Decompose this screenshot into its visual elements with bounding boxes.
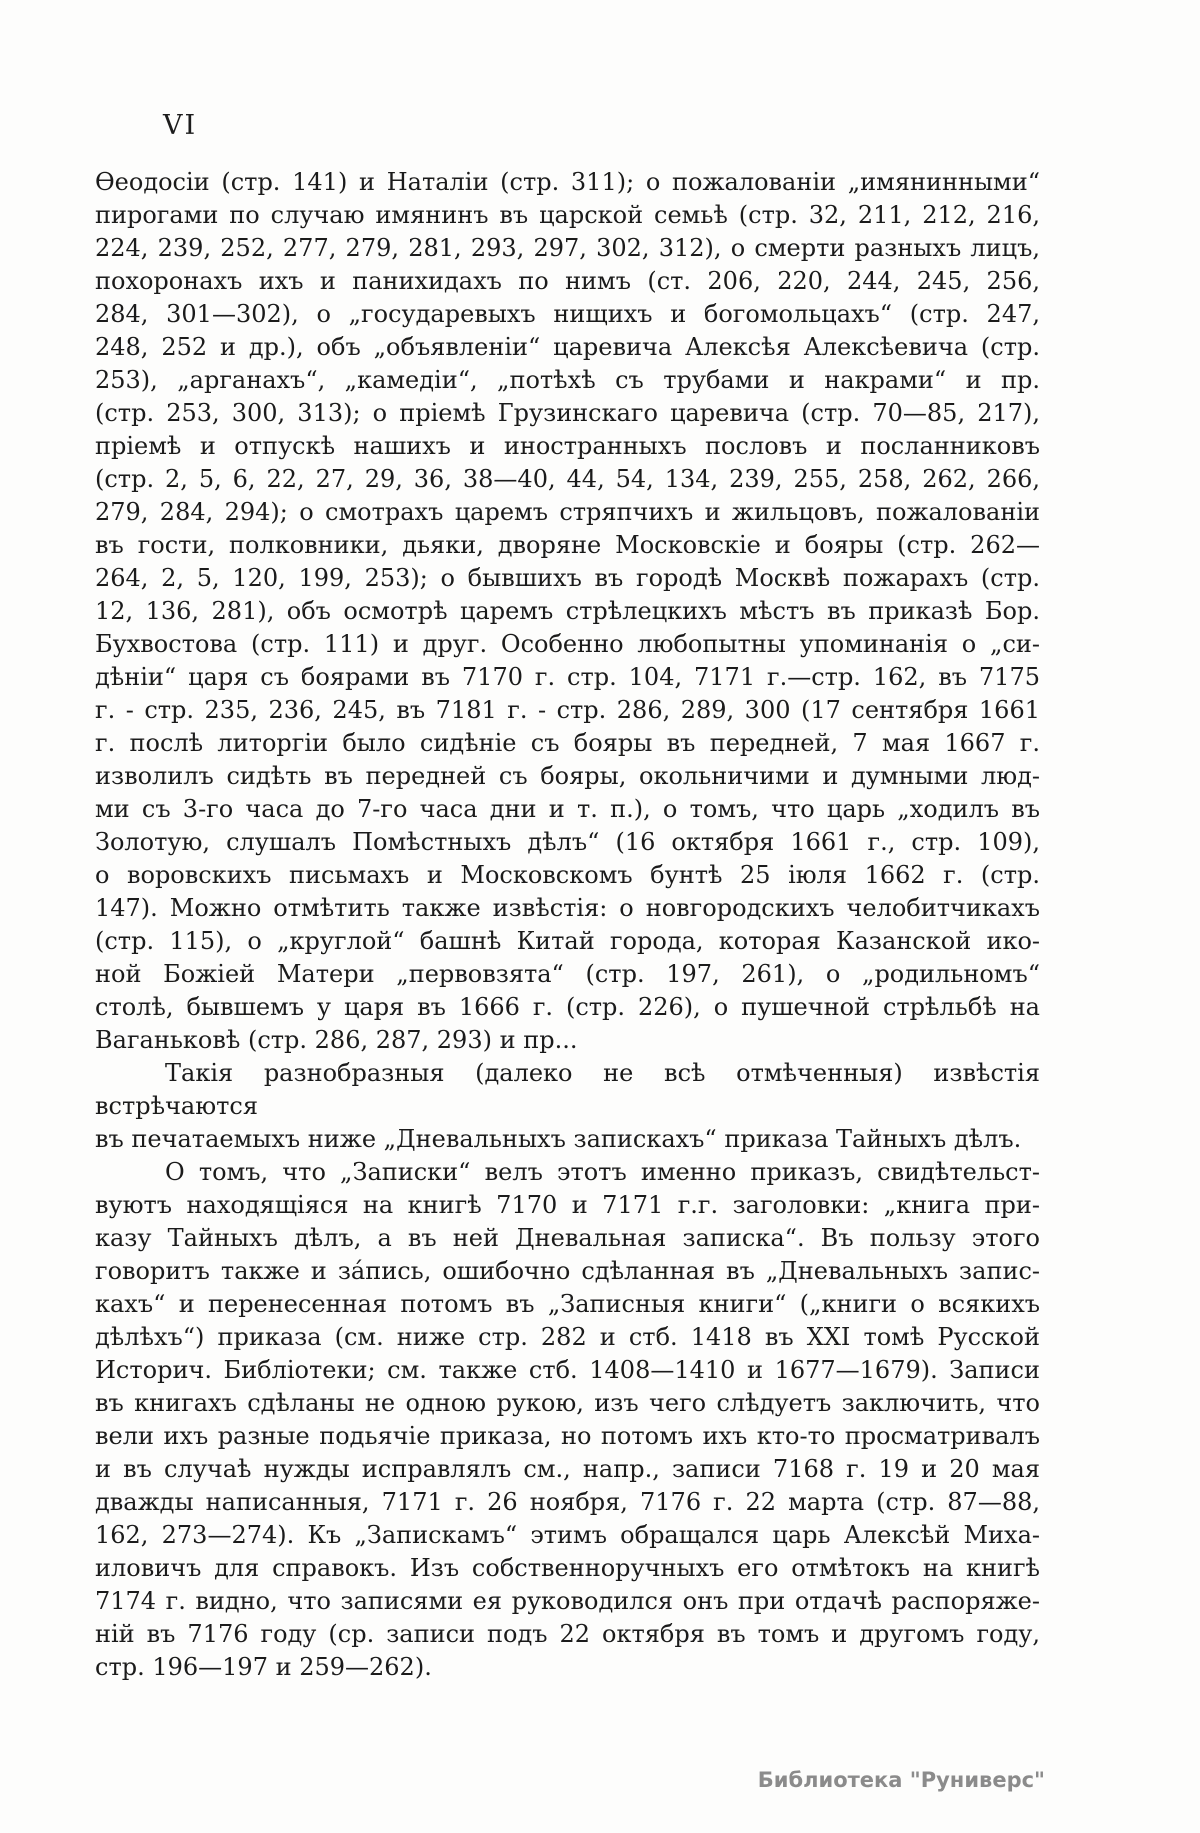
text-line: Ѳеодосіи (стр. 141) и Наталіи (стр. 311); о пожалованіи „имянинными“ — [95, 168, 1040, 196]
text-line: въ гости, полковники, дьяки, дворяне Московскіе и бояры (стр. 262— — [95, 531, 1040, 559]
text-line: 279, 284, 294); о смотрахъ царемъ стряпчихъ и жильцовъ, пожалованіи — [95, 498, 1040, 526]
text-line: стр. 196—197 и 259—262). — [95, 1653, 432, 1681]
text-line: похоронахъ ихъ и панихидахъ по нимъ (ст. 206, 220, 244, 245, 256, — [95, 267, 1040, 295]
text-line: Такія разнобразныя (далеко не всѣ отмѣченныя) извѣстія встрѣчаются — [95, 1059, 1040, 1120]
text-line: 284, 301—302), о „государевыхъ нищихъ и богомольцахъ“ (стр. 247, — [95, 300, 1040, 328]
text-line: 224, 239, 252, 277, 279, 281, 293, 297, 302, 312), о смерти разныхъ лицъ, — [95, 234, 1040, 262]
text-line: ній въ 7176 году (ср. записи подъ 22 октября въ томъ и другомъ году, — [95, 1620, 1040, 1648]
text-line: г. - стр. 235, 236, 245, въ 7181 г. - стр. 286, 289, 300 (17 сентября 1661 — [95, 696, 1040, 724]
text-line: и въ случаѣ нужды исправлялъ см., напр., записи 7168 г. 19 и 20 мая — [95, 1455, 1040, 1483]
text-line: о воровскихъ письмахъ и Московскомъ бунтѣ 25 іюля 1662 г. (стр. — [95, 861, 1040, 889]
text-line: 264, 2, 5, 120, 199, 253); о бывшихъ въ городѣ Москвѣ пожарахъ (стр. — [95, 564, 1040, 592]
text-line: казу Тайныхъ дѣлъ, а въ ней Дневальная записка“. Въ пользу этого — [95, 1224, 1040, 1252]
text-line: 253), „арганахъ“, „камедіи“, „потѣхѣ съ трубами и накрами“ и пр. — [95, 366, 1040, 394]
text-line: дважды написанныя, 7171 г. 26 ноября, 7176 г. 22 марта (стр. 87—88, — [95, 1488, 1040, 1516]
text-line: ной Божіей Матери „первовзята“ (стр. 197, 261), о „родильномъ“ — [95, 960, 1040, 988]
text-line: говоритъ также и за́пись, ошибочно сдѣланная въ „Дневальныхъ запис- — [95, 1257, 1040, 1285]
text-line: столѣ, бывшемъ у царя въ 1666 г. (стр. 226), о пушечной стрѣльбѣ на — [95, 993, 1040, 1021]
text-line: 7174 г. видно, что записями ея руководился онъ при отдачѣ распоряже- — [95, 1587, 1040, 1615]
text-line: дѣніи“ царя съ боярами въ 7170 г. стр. 104, 7171 г.—стр. 162, въ 7175 — [95, 663, 1040, 691]
library-watermark: Библиотека "Руниверс" — [757, 1768, 1045, 1792]
text-line: дѣлѣхъ“) приказа (см. ниже стр. 282 и стб. 1418 въ XXI томѣ Русской — [95, 1323, 1040, 1351]
text-line: вели ихъ разные подьячіе приказа, но потомъ ихъ кто-то просматривалъ — [95, 1422, 1040, 1450]
text-line: Золотую, слушалъ Помѣстныхъ дѣлъ“ (16 октября 1661 г., стр. 109), — [95, 828, 1040, 856]
text-line: (стр. 2, 5, 6, 22, 27, 29, 36, 38—40, 44, 54, 134, 239, 255, 258, 262, 266, — [95, 465, 1040, 493]
body-text — [95, 166, 1040, 1684]
text-line: въ книгахъ сдѣланы не одною рукою, изъ чего слѣдуетъ заключить, что — [95, 1389, 1040, 1417]
text-line: (стр. 253, 300, 313); о пріемѣ Грузинскаго царевича (стр. 70—85, 217), — [95, 399, 1040, 427]
text-line: Историч. Библіотеки; см. также стб. 1408—1410 и 1677—1679). Записи — [95, 1356, 1040, 1384]
text-line: г. послѣ литоргіи было сидѣніе съ бояры въ передней, 7 мая 1667 г. — [95, 729, 1040, 757]
text-line: кахъ“ и перенесенная потомъ въ „Записныя книги“ („книги о всякихъ — [95, 1290, 1040, 1318]
text-line: 12, 136, 281), объ осмотрѣ царемъ стрѣлецкихъ мѣстъ въ приказѣ Бор. — [95, 597, 1040, 625]
text-line: вуютъ находящіяся на книгѣ 7170 и 7171 г.г. заголовки: „книга при- — [95, 1191, 1040, 1219]
text-line: пирогами по случаю имянинъ въ царской семьѣ (стр. 32, 211, 212, 216, — [95, 201, 1040, 229]
text-line: въ печатаемыхъ ниже „Дневальныхъ запискахъ“ приказа Тайныхъ дѣлъ. — [95, 1125, 1022, 1153]
text-line: О томъ, что „Записки“ велъ этотъ именно приказъ, свидѣтельст- — [165, 1158, 1040, 1186]
text-line: иловичъ для справокъ. Изъ собственноручныхъ его отмѣтокъ на книгѣ — [95, 1554, 1040, 1582]
text-line: Ваганьковѣ (стр. 286, 287, 293) и пр... — [95, 1026, 578, 1054]
text-line: Бухвостова (стр. 111) и друг. Особенно любопытны упоминанія о „си- — [95, 630, 1040, 658]
text-line: ми съ 3-го часа до 7-го часа дни и т. п.), о томъ, что царь „ходилъ въ — [95, 795, 1040, 823]
page-number: VI — [163, 110, 198, 141]
text-line: (стр. 115), о „круглой“ башнѣ Китай города, которая Казанской ико- — [95, 927, 1040, 955]
text-line: пріемѣ и отпускѣ нашихъ и иностранныхъ пословъ и посланниковъ — [95, 432, 1040, 460]
text-line: 162, 273—274). Къ „Запискамъ“ этимъ обращался царь Алексѣй Миха- — [95, 1521, 1040, 1549]
text-line: 248, 252 и др.), объ „объявленіи“ царевича Алексѣя Алексѣевича (стр. — [95, 333, 1040, 361]
text-line: 147). Можно отмѣтить также извѣстія: о новгородскихъ челобитчикахъ — [95, 894, 1040, 922]
text-line: изволилъ сидѣть въ передней съ бояры, окольничими и думными люд- — [95, 762, 1040, 790]
